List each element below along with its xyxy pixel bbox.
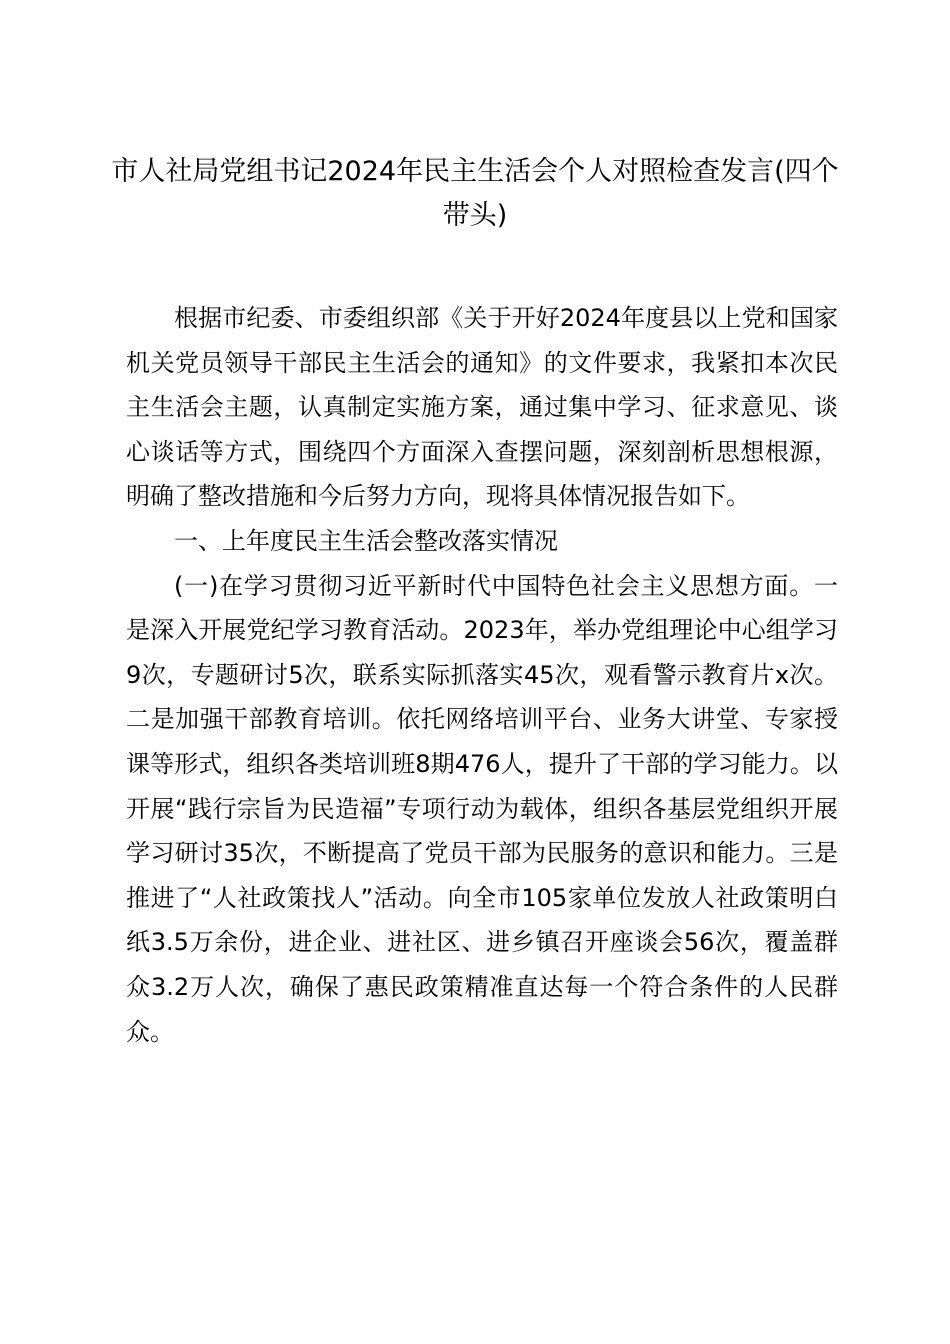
section-heading: 一、上年度民主生活会整改落实情况 [174,526,558,555]
document-body [126,296,838,1054]
document-title: 市人社局党组书记2024年民主生活会个人对照检查发言(四个带头) [111,156,839,231]
intro-paragraph: 根据市纪委、市委组织部《关于开好2024年度县以上党和国家机关党员领导干部民主生活会的通知》的文件要求，我紧扣本次民主生活会主题，认真制定实施方案，通过集中学习、征求意见、谈心谈话等方式，围绕四个方面深入查摆问题，深刻剖析思想根源，明确了整改措施和今后努力方向，现将具体情况报告如下。 [126,304,838,511]
subsection-paragraph: (一)在学习贯彻习近平新时代中国特色社会主义思想方面。一是深入开展党纪学习教育活动。2023年，举办党组理论中心组学习9次，专题研讨5次，联系实际抓落实45次，观看警示教育片x次。二是加强干部教育培训。依托网络培训平台、业务大讲堂、专家授课等形式，组织各类培训班8期476人，提升了干部的学习能力。以开展“践行宗旨为民造福”专项行动为载体，组织各基层党组织开展学习研讨35次，不断提高了党员干部为民服务的意识和能力。三是推进了“人社政策找人”活动。向全市105家单位发放人社政策明白纸3.5万余份，进企业、进社区、进乡镇召开座谈会56次，覆盖群众3.2万人次，确保了惠民政策精准直达每一个符合条件的人民群众。 [126,571,838,1046]
